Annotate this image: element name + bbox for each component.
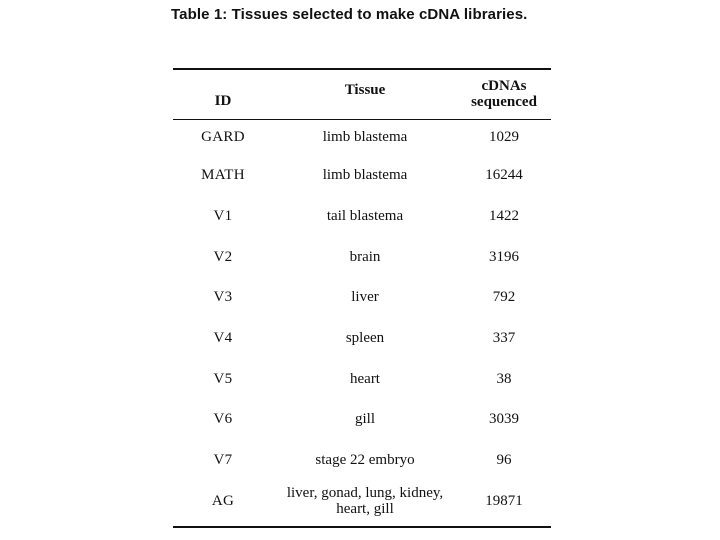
table-body [173,119,551,527]
cell-id: V7 [213,452,233,469]
table-row [173,481,551,527]
table-title: Table 1: Tissues selected to make cDNA libraries. [171,6,528,23]
cell-tissue: heart [350,370,380,387]
header-count-line1: cDNAs [481,78,527,95]
cell-count: 1029 [489,129,519,146]
cell-id: V2 [213,248,233,265]
cell-id: V6 [213,411,233,428]
header-id: ID [173,69,273,119]
cell-count: 96 [496,452,512,469]
table-row [173,318,551,359]
cell-count: 337 [492,330,516,347]
table-row [173,236,551,277]
table-row [173,196,551,237]
cdna-libraries-table [173,68,551,528]
data-table [173,68,551,528]
table-header [173,69,551,119]
cell-id: MATH [201,167,245,184]
cell-count: 3039 [489,411,519,428]
cell-id: V1 [213,208,233,225]
cell-tissue: gill [354,411,375,428]
cell-count: 792 [492,289,516,306]
cell-count: 1422 [489,208,519,225]
table-row [173,399,551,440]
cell-tissue [273,481,457,527]
cell-tissue-line1: liver, gonad, lung, kidney, [286,485,444,501]
cell-id: V5 [213,370,233,387]
cell-tissue: brain [349,248,381,265]
cell-count: 3196 [489,248,519,265]
cell-id: V4 [213,330,233,347]
cell-tissue: spleen [345,330,385,347]
cell-tissue: limb blastema [322,129,408,146]
cell-tissue: limb blastema [322,167,408,184]
cell-tissue: tail blastema [326,208,404,225]
table-row [173,155,551,196]
cell-tissue-line2: heart, gill [336,501,394,517]
header-row [173,69,551,119]
cell-id: V3 [213,289,233,306]
cell-id: AG [173,481,273,527]
cell-count: 38 [496,370,512,387]
table-row [173,277,551,318]
table-row [173,440,551,481]
table-row [173,358,551,399]
cell-count: 16244 [485,167,523,184]
header-cdnas-sequenced [457,69,551,119]
cell-count: 19871 [457,481,551,527]
cell-tissue: stage 22 embryo [315,452,415,469]
table-row [173,119,551,155]
header-tissue: Tissue [273,69,457,119]
header-count-line2: sequenced [471,94,537,111]
cell-tissue: liver [351,289,379,306]
cell-id: GARD [201,129,245,146]
